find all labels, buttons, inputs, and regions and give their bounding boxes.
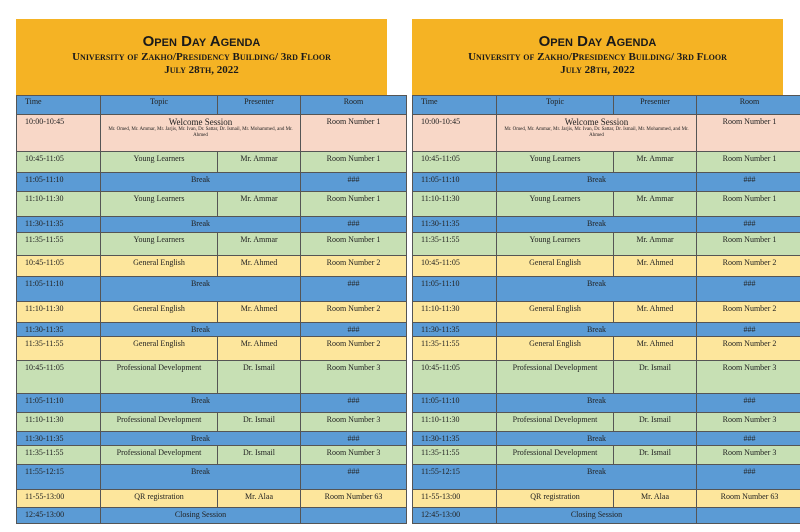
- column-header-topic: Topic: [497, 96, 614, 115]
- topic-cell: Break: [497, 217, 697, 233]
- table-row: [17, 490, 407, 508]
- time-cell: 10:45-11:05: [17, 152, 101, 173]
- time-cell: 11:10-11:30: [17, 192, 101, 217]
- topic-cell: Break: [101, 173, 301, 192]
- time-cell: 10:45-11:05: [17, 361, 101, 394]
- time-cell: 11:55-12:15: [413, 465, 497, 490]
- table-row: [413, 508, 800, 524]
- session-presenters: Mr. Omed, Mr. Ammar, Mr. Jarjis, Mr. Ivan, Dr. Sattar, Dr. Ismail, Mr. Mohammed, and Mr. Ahmed: [108, 127, 293, 138]
- room-cell: Room Number 3: [301, 413, 407, 432]
- presenter-cell: Dr. Ismail: [218, 413, 301, 432]
- presenter-cell: Mr. Ahmed: [218, 256, 301, 277]
- agenda-title: Open Day Agenda: [538, 33, 657, 50]
- time-cell: 11:10-11:30: [17, 302, 101, 323]
- room-cell: ###: [697, 465, 800, 490]
- room-cell: Room Number 2: [697, 302, 800, 323]
- time-cell: 10:45-11:05: [413, 152, 497, 173]
- table-row: [413, 394, 800, 413]
- table-row: [413, 152, 800, 173]
- presenter-cell: Mr. Ahmed: [218, 337, 301, 361]
- table-row: [413, 192, 800, 217]
- topic-cell: Break: [101, 394, 301, 413]
- time-cell: 11:35-11:55: [413, 233, 497, 256]
- topic-cell: General English: [497, 337, 614, 361]
- time-cell: 10:45-11:05: [17, 256, 101, 277]
- time-cell: 11:30-11:35: [17, 432, 101, 446]
- room-cell: ###: [301, 277, 407, 302]
- column-header-presenter: Presenter: [614, 96, 697, 115]
- topic-cell: Young Learners: [497, 152, 614, 173]
- time-cell: 11:05-11:10: [17, 277, 101, 302]
- room-cell: Room Number 3: [697, 446, 800, 465]
- room-cell: ###: [697, 217, 800, 233]
- time-cell: 11:05-11:10: [413, 173, 497, 192]
- presenter-cell: Mr. Ammar: [218, 192, 301, 217]
- table-row: [413, 302, 800, 323]
- presenter-cell: Dr. Ismail: [218, 446, 301, 465]
- time-cell: 10:00-10:45: [413, 115, 497, 152]
- column-header-time: Time: [17, 96, 101, 115]
- room-cell: ###: [697, 277, 800, 302]
- room-cell: Room Number 1: [301, 233, 407, 256]
- table-row: [17, 465, 407, 490]
- table-row: [17, 173, 407, 192]
- table-row: [17, 394, 407, 413]
- time-cell: 11:05-11:10: [17, 173, 101, 192]
- table-row: [413, 233, 800, 256]
- time-cell: 12:45-13:00: [413, 508, 497, 524]
- room-cell: Room Number 1: [301, 192, 407, 217]
- table-row: [17, 302, 407, 323]
- topic-cell: Professional Development: [497, 413, 614, 432]
- topic-cell: Closing Session: [497, 508, 697, 524]
- room-cell: [301, 508, 407, 524]
- time-cell: 11:30-11:35: [17, 217, 101, 233]
- room-cell: [697, 508, 800, 524]
- room-cell: ###: [301, 394, 407, 413]
- time-cell: 11:30-11:35: [413, 217, 497, 233]
- room-cell: ###: [301, 217, 407, 233]
- topic-cell: Young Learners: [497, 192, 614, 217]
- topic-cell: QR registration: [497, 490, 614, 508]
- presenter-cell: Mr. Alaa: [218, 490, 301, 508]
- table-row: [413, 115, 800, 152]
- table-row: [413, 432, 800, 446]
- agenda-subtitle: University of Zakho/Presidency Building/ 3rd Floor: [468, 51, 727, 63]
- topic-cell: Break: [497, 173, 697, 192]
- table-row: [17, 115, 407, 152]
- session-title: Welcome Session: [564, 117, 629, 127]
- table-row: [413, 217, 800, 233]
- topic-cell: Break: [497, 277, 697, 302]
- presenter-cell: Mr. Ammar: [218, 233, 301, 256]
- table-row: [17, 337, 407, 361]
- topic-cell: Professional Development: [497, 446, 614, 465]
- session-title: Welcome Session: [168, 117, 233, 127]
- time-cell: 11:10-11:30: [413, 302, 497, 323]
- room-cell: ###: [301, 465, 407, 490]
- table-row: [17, 323, 407, 337]
- presenter-cell: Mr. Ammar: [614, 152, 697, 173]
- table-header-row: [413, 96, 800, 115]
- room-cell: Room Number 63: [697, 490, 800, 508]
- presenter-cell: Mr. Ahmed: [218, 302, 301, 323]
- agenda-card-left: [16, 19, 387, 524]
- topic-cell: Break: [497, 465, 697, 490]
- topic-cell: Young Learners: [101, 233, 218, 256]
- table-row: [17, 152, 407, 173]
- column-header-time: Time: [413, 96, 497, 115]
- topic-cell: Closing Session: [101, 508, 301, 524]
- topic-cell: Break: [497, 323, 697, 337]
- time-cell: 11:05-11:10: [413, 277, 497, 302]
- agenda-date: July 28th, 2022: [560, 64, 635, 76]
- room-cell: Room Number 3: [697, 361, 800, 394]
- presenter-cell: Mr. Alaa: [614, 490, 697, 508]
- agenda-table-body: [17, 115, 407, 524]
- column-header-room: Room: [697, 96, 800, 115]
- agenda-title: Open Day Agenda: [142, 33, 261, 50]
- time-cell: 11:10-11:30: [413, 413, 497, 432]
- topic-cell: General English: [497, 302, 614, 323]
- table-row: [413, 256, 800, 277]
- presenter-cell: Dr. Ismail: [614, 361, 697, 394]
- room-cell: Room Number 1: [697, 233, 800, 256]
- room-cell: Room Number 3: [301, 446, 407, 465]
- topic-cell: General English: [497, 256, 614, 277]
- room-cell: ###: [697, 394, 800, 413]
- table-row: [413, 465, 800, 490]
- table-row: [17, 277, 407, 302]
- table-row: [17, 256, 407, 277]
- topic-cell: General English: [101, 337, 218, 361]
- room-cell: Room Number 2: [301, 302, 407, 323]
- topic-cell: Break: [101, 432, 301, 446]
- presenter-cell: Dr. Ismail: [614, 413, 697, 432]
- topic-cell: Break: [101, 277, 301, 302]
- topic-cell: [101, 115, 301, 152]
- column-header-room: Room: [301, 96, 407, 115]
- table-row: [17, 361, 407, 394]
- table-row: [17, 508, 407, 524]
- session-presenters: Mr. Omed, Mr. Ammar, Mr. Jarjis, Mr. Ivan, Dr. Sattar, Dr. Ismail, Mr. Mohammed, and Mr. Ahmed: [504, 127, 689, 138]
- time-cell: 11:35-11:55: [17, 446, 101, 465]
- room-cell: Room Number 2: [697, 256, 800, 277]
- table-row: [413, 446, 800, 465]
- topic-cell: Professional Development: [101, 361, 218, 394]
- topic-cell: Break: [101, 323, 301, 337]
- table-row: [413, 361, 800, 394]
- room-cell: Room Number 3: [697, 413, 800, 432]
- topic-cell: Professional Development: [101, 413, 218, 432]
- table-row: [17, 233, 407, 256]
- room-cell: Room Number 1: [301, 115, 407, 152]
- time-cell: 11:30-11:35: [413, 323, 497, 337]
- time-cell: 10:45-11:05: [413, 361, 497, 394]
- presenter-cell: Mr. Ahmed: [614, 337, 697, 361]
- room-cell: Room Number 2: [301, 256, 407, 277]
- time-cell: 11:55-12:15: [17, 465, 101, 490]
- room-cell: ###: [301, 432, 407, 446]
- table-row: [413, 337, 800, 361]
- topic-cell: General English: [101, 256, 218, 277]
- table-row: [413, 490, 800, 508]
- presenter-cell: Mr. Ammar: [614, 192, 697, 217]
- table-header-row: [17, 96, 407, 115]
- topic-cell: Young Learners: [497, 233, 614, 256]
- agenda-subtitle: University of Zakho/Presidency Building/ 3rd Floor: [72, 51, 331, 63]
- time-cell: 11:35-11:55: [17, 337, 101, 361]
- topic-cell: Break: [101, 465, 301, 490]
- time-cell: 11:30-11:35: [413, 432, 497, 446]
- topic-cell: General English: [101, 302, 218, 323]
- room-cell: Room Number 1: [697, 152, 800, 173]
- agenda-date: July 28th, 2022: [164, 64, 239, 76]
- column-header-presenter: Presenter: [218, 96, 301, 115]
- agenda-table: [412, 95, 800, 524]
- room-cell: Room Number 3: [301, 361, 407, 394]
- topic-cell: Professional Development: [101, 446, 218, 465]
- table-row: [17, 192, 407, 217]
- time-cell: 10:00-10:45: [17, 115, 101, 152]
- presenter-cell: Mr. Ammar: [218, 152, 301, 173]
- time-cell: 11:10-11:30: [17, 413, 101, 432]
- presenter-cell: Dr. Ismail: [614, 446, 697, 465]
- room-cell: Room Number 63: [301, 490, 407, 508]
- room-cell: Room Number 1: [301, 152, 407, 173]
- topic-cell: QR registration: [101, 490, 218, 508]
- topic-cell: Break: [497, 432, 697, 446]
- table-row: [17, 432, 407, 446]
- time-cell: 11:35-11:55: [413, 446, 497, 465]
- room-cell: Room Number 2: [697, 337, 800, 361]
- time-cell: 11:10-11:30: [413, 192, 497, 217]
- topic-cell: [497, 115, 697, 152]
- presenter-cell: Mr. Ahmed: [614, 256, 697, 277]
- presenter-cell: Dr. Ismail: [218, 361, 301, 394]
- topic-cell: Break: [101, 217, 301, 233]
- table-row: [413, 413, 800, 432]
- topic-cell: Break: [497, 394, 697, 413]
- agenda-table: [16, 95, 407, 524]
- table-row: [413, 173, 800, 192]
- room-cell: ###: [697, 323, 800, 337]
- time-cell: 11:30-11:35: [17, 323, 101, 337]
- agenda-card-right: [412, 19, 783, 524]
- table-row: [17, 217, 407, 233]
- room-cell: Room Number 1: [697, 115, 800, 152]
- room-cell: Room Number 1: [697, 192, 800, 217]
- topic-cell: Professional Development: [497, 361, 614, 394]
- room-cell: ###: [697, 432, 800, 446]
- topic-cell: Young Learners: [101, 192, 218, 217]
- time-cell: 12:45-13:00: [17, 508, 101, 524]
- presenter-cell: Mr. Ammar: [614, 233, 697, 256]
- time-cell: 11:05-11:10: [17, 394, 101, 413]
- room-cell: ###: [301, 323, 407, 337]
- table-row: [17, 446, 407, 465]
- agenda-header: [412, 19, 783, 95]
- agenda-table-body: [413, 115, 800, 524]
- topic-cell: Young Learners: [101, 152, 218, 173]
- presenter-cell: Mr. Ahmed: [614, 302, 697, 323]
- table-row: [413, 323, 800, 337]
- table-row: [413, 277, 800, 302]
- time-cell: 11:05-11:10: [413, 394, 497, 413]
- agenda-header: [16, 19, 387, 95]
- time-cell: 11:35-11:55: [17, 233, 101, 256]
- room-cell: ###: [697, 173, 800, 192]
- table-row: [17, 413, 407, 432]
- column-header-topic: Topic: [101, 96, 218, 115]
- time-cell: 11-55-13:00: [17, 490, 101, 508]
- time-cell: 11-55-13:00: [413, 490, 497, 508]
- room-cell: ###: [301, 173, 407, 192]
- time-cell: 11:35-11:55: [413, 337, 497, 361]
- time-cell: 10:45-11:05: [413, 256, 497, 277]
- room-cell: Room Number 2: [301, 337, 407, 361]
